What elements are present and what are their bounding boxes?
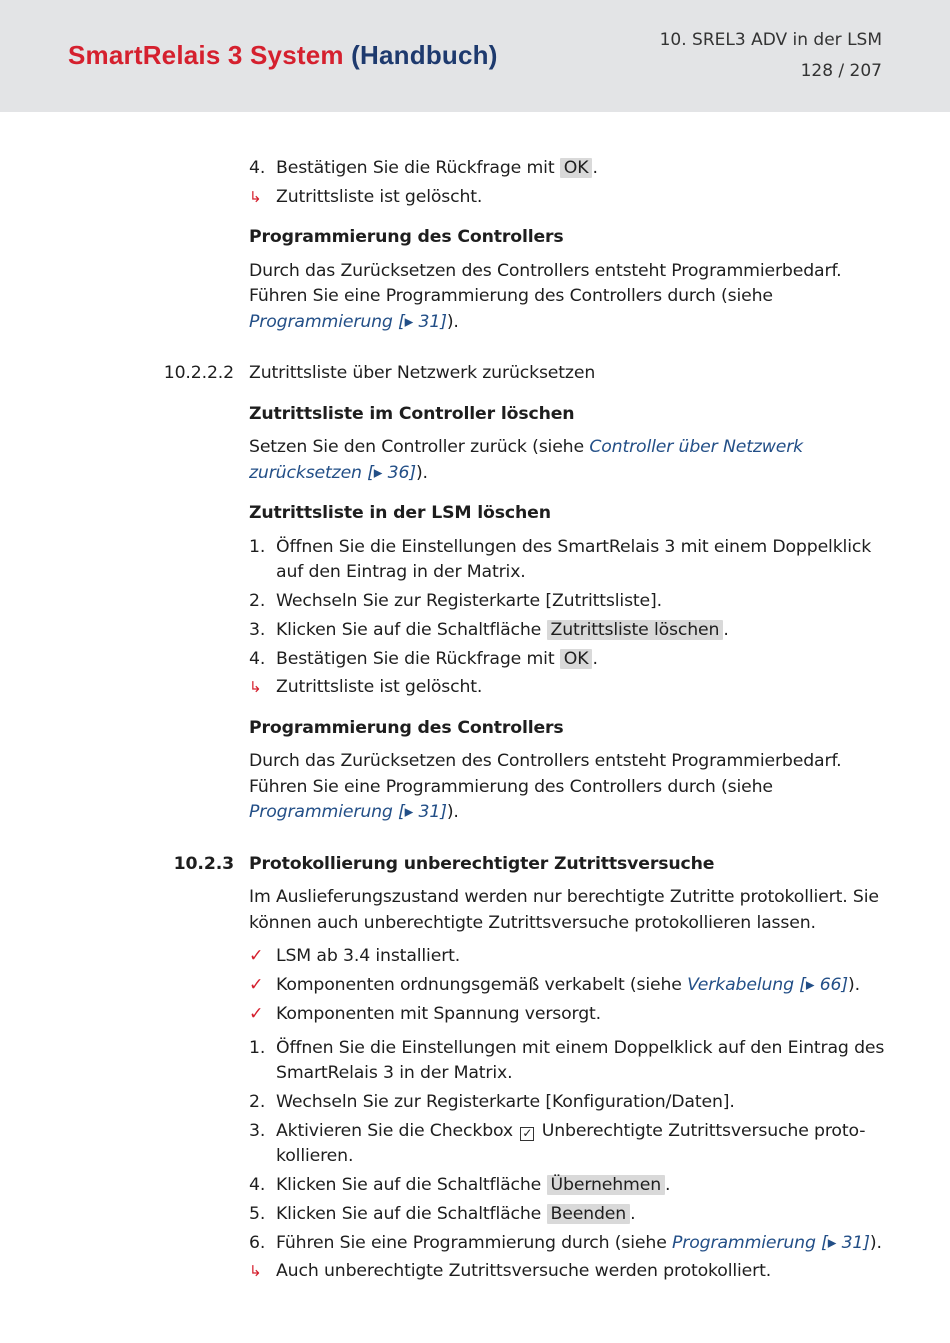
checkmark-icon: ✓ (249, 946, 264, 967)
prerequisite-item: ✓ LSM ab 3.4 installiert. (249, 944, 889, 970)
clear-access-list-button-ref: Zutrittsliste löschen (547, 620, 724, 640)
subheading: Programmierung des Controllers (249, 227, 564, 248)
result-arrow-icon: ↳ (249, 678, 262, 697)
prerequisite-item: ✓ Komponenten mit Spannung versorgt. (249, 1002, 889, 1028)
list-item: 2. Wechseln Sie zur Registerkarte [Konfiguration/Daten]. (249, 1091, 735, 1112)
document-subtitle: (Handbuch) (351, 40, 498, 70)
paragraph: Durch das Zurücksetzen des Controllers entsteht Programmierbedarf. Führen Sie eine Programmierung des Controllers durch (siehe Programmierung [▸ 31]). (249, 751, 842, 823)
cross-reference-link[interactable]: Programmierung [▸ 31] (672, 1232, 870, 1253)
cross-reference-link[interactable]: zurücksetzen [▸ 36] (249, 462, 416, 483)
checkmark-icon: ✓ (249, 975, 264, 996)
paragraph: Setzen Sie den Controller zurück (siehe Controller über Netzwerk zurücksetzen [▸ 36]). (249, 437, 804, 483)
finish-button-ref: Beenden (547, 1204, 631, 1224)
list-item: 4. Bestätigen Sie die Rückfrage mit OK . (249, 648, 598, 669)
list-item: 6. Führen Sie eine Programmierung durch (siehe Programmierung [▸ 31]). (249, 1232, 882, 1253)
list-item: 1. Öffnen Sie die Einstellungen des SmartRelais 3 mit einem Doppelklick auf den Eintrag in der Matrix. (249, 536, 872, 583)
page-number: 128 / 207 (800, 61, 882, 81)
section-title: Protokollierung unberechtigter Zutrittsversuche (249, 853, 715, 874)
section-heading (173, 852, 889, 878)
result-item: ↳ Auch unberechtigte Zutrittsversuche werden protokolliert. (249, 1259, 889, 1285)
section-heading (163, 361, 889, 387)
section-number: 10.2.2.2 (163, 363, 234, 384)
cross-reference-link[interactable]: Programmierung [▸ 31] (249, 802, 447, 823)
checkbox-checked-icon: ✓ (520, 1127, 534, 1141)
list-item: 3. Klicken Sie auf die Schaltfläche Zutrittsliste löschen . (249, 619, 729, 640)
result-arrow-icon: ↳ (249, 187, 262, 206)
list-item: 5. Klicken Sie auf die Schaltfläche Beenden . (249, 1203, 636, 1224)
ok-button-ref: OK (560, 158, 593, 178)
brand-name: SmartRelais 3 System (68, 40, 344, 70)
cross-reference-link[interactable]: Verkabelung [▸ 66] (687, 975, 848, 996)
result-item: ↳ Zutrittsliste ist gelöscht. (249, 185, 889, 211)
checkmark-icon: ✓ (249, 1004, 264, 1025)
chapter-title: 10. SREL3 ADV in der LSM (659, 30, 882, 50)
document-title (68, 40, 498, 71)
list-item: 3. Aktivieren Sie die Checkbox ✓ Unberechtigte Zutrittsversuche proto- kollieren. (249, 1120, 866, 1167)
subheading: Programmierung des Controllers (249, 717, 564, 738)
ok-button-ref: OK (560, 649, 593, 669)
list-item: 4. Bestätigen Sie die Rückfrage mit OK . (249, 158, 598, 178)
subheading: Zutrittsliste im Controller löschen (249, 403, 575, 424)
page-header (0, 0, 950, 112)
section-number: 10.2.3 (173, 853, 234, 874)
list-item: 2. Wechseln Sie zur Registerkarte [Zutrittsliste]. (249, 591, 662, 612)
cross-reference-link[interactable]: Controller über Netzwerk (589, 437, 804, 458)
page-body (163, 156, 889, 1285)
list-item: 1. Öffnen Sie die Einstellungen mit einem Doppelklick auf den Eintrag des SmartRelais 3 in der Matrix. (249, 1037, 885, 1084)
prerequisite-item: ✓ Komponenten ordnungsgemäß verkabelt (siehe Verkabelung [▸ 66]). (249, 973, 889, 999)
cross-reference-link[interactable]: Programmierung [▸ 31] (249, 311, 447, 332)
paragraph: Durch das Zurücksetzen des Controllers entsteht Programmierbedarf. Führen Sie eine Programmierung des Controllers durch (siehe Programmierung [▸ 31]). (249, 260, 842, 332)
apply-button-ref: Übernehmen (547, 1175, 666, 1195)
result-arrow-icon: ↳ (249, 1262, 262, 1281)
list-item: 4. Klicken Sie auf die Schaltfläche Übernehmen . (249, 1174, 671, 1195)
section-title: Zutrittsliste über Netzwerk zurücksetzen (249, 363, 596, 384)
subheading: Zutrittsliste in der LSM löschen (249, 503, 551, 524)
result-item: ↳ Zutrittsliste ist gelöscht. (249, 675, 889, 701)
paragraph: Im Auslieferungszustand werden nur berechtigte Zutritte protokolliert. Sie können auch unberechtigte Zutrittsversuche protokollieren lassen. (249, 887, 879, 933)
